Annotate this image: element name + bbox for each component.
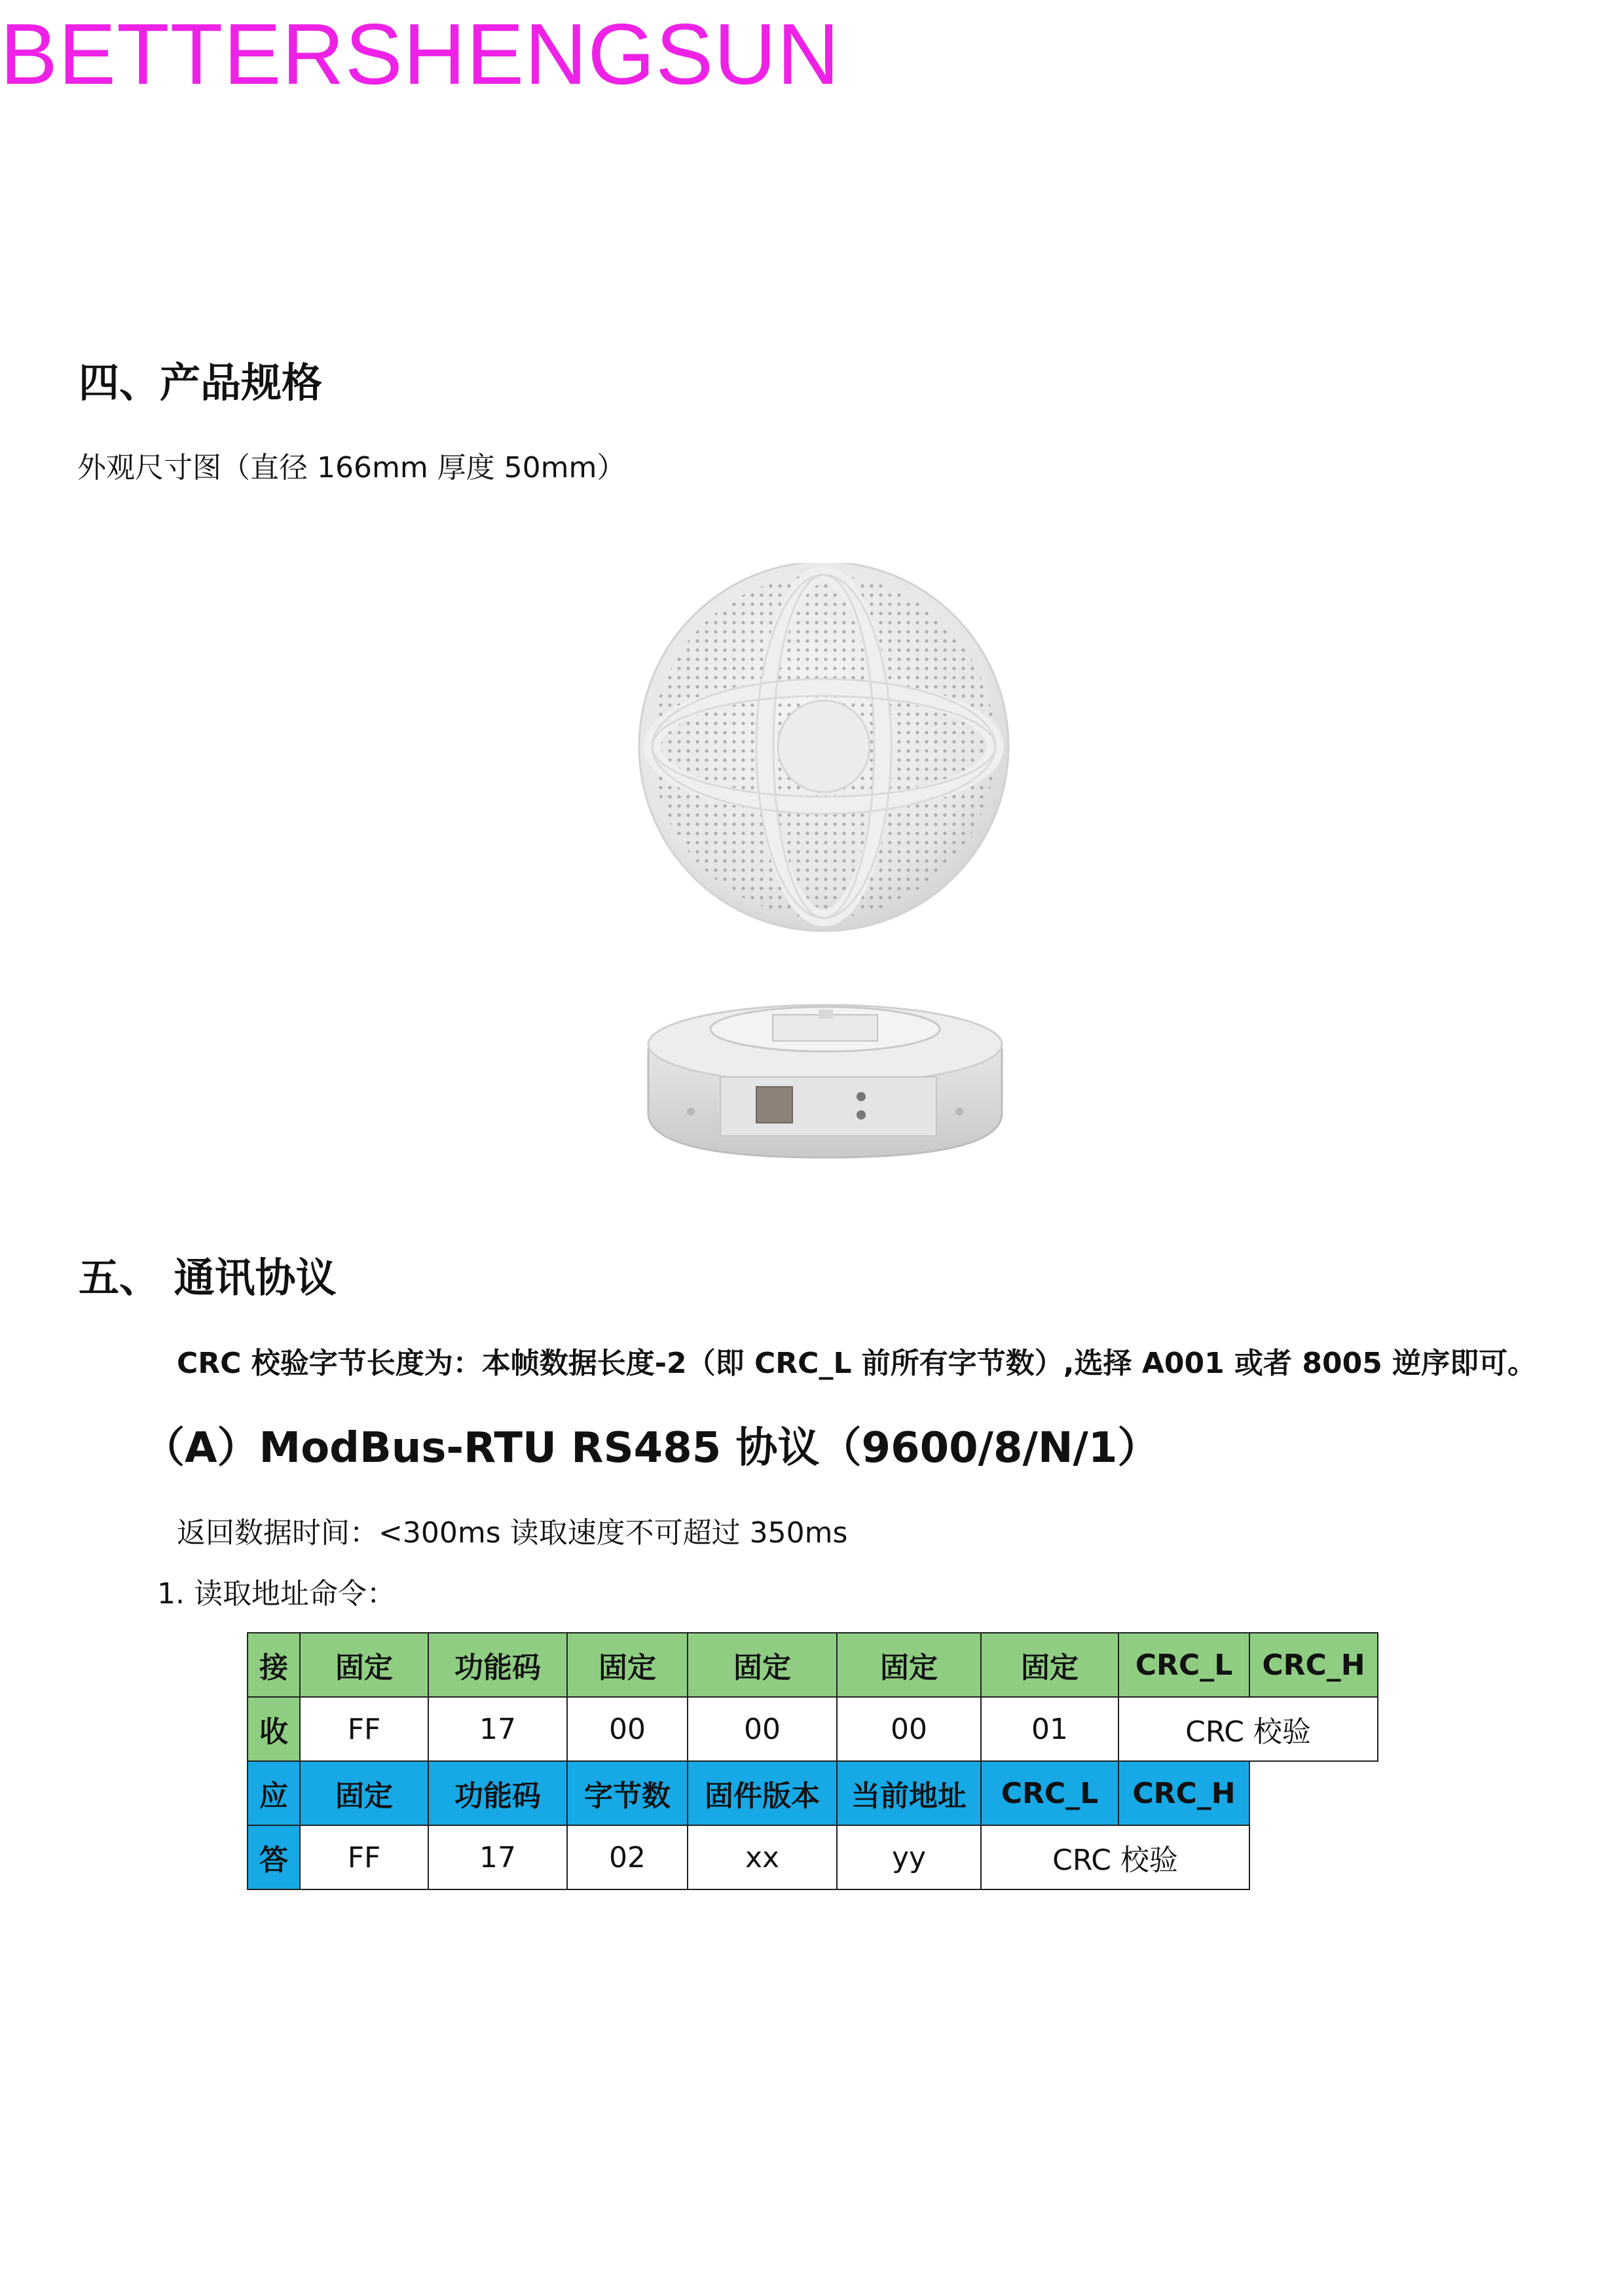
reply-side-1: 应 [248, 1761, 300, 1825]
reply-value-cell: 17 [428, 1825, 567, 1889]
receive-header-cell: 固定 [981, 1633, 1118, 1697]
protocol-table [247, 1632, 1378, 1890]
reply-value-cell: 02 [567, 1825, 688, 1889]
reply-header-cell: 功能码 [428, 1761, 567, 1825]
receive-side-1: 接 [248, 1633, 300, 1697]
receive-crc-cell: CRC 校验 [1118, 1697, 1378, 1761]
crc-note: CRC 校验字节长度为：本帧数据长度-2（即 CRC_L 前所有字节数）,选择 A001 或者 8005 逆序即可。 [177, 1347, 1537, 1380]
reply-header-cell: CRC_H [1118, 1761, 1249, 1825]
reply-side-2: 答 [248, 1825, 300, 1889]
section-5-title: 五、 通讯协议 [79, 1254, 337, 1302]
reply-header-cell: 字节数 [567, 1761, 688, 1825]
reply-header-cell: 固件版本 [688, 1761, 837, 1825]
receive-header-row [248, 1633, 1378, 1697]
receive-value-cell: FF [300, 1697, 428, 1761]
receive-value-cell: 17 [428, 1697, 567, 1761]
reply-header-cell: 固定 [300, 1761, 428, 1825]
reply-value-row [248, 1825, 1378, 1889]
receive-value-cell: 01 [981, 1697, 1118, 1761]
reply-value-cell: FF [300, 1825, 428, 1889]
reply-value-cell: yy [837, 1825, 981, 1889]
protocol-title: （A）ModBus-RTU RS485 协议（9600/8/N/1） [143, 1424, 1160, 1472]
brand-title: BETTERSHENGSUN [0, 6, 840, 102]
reply-crc-cell: CRC 校验 [981, 1825, 1249, 1889]
receive-value-cell: 00 [567, 1697, 688, 1761]
receive-header-cell: 功能码 [428, 1633, 567, 1697]
reply-value-cell: xx [688, 1825, 837, 1889]
receive-value-row [248, 1697, 1378, 1761]
receive-value-cell: 00 [688, 1697, 837, 1761]
receive-header-cell: CRC_L [1118, 1633, 1249, 1697]
receive-header-cell: 固定 [300, 1633, 428, 1697]
reply-header-cell: 当前地址 [837, 1761, 981, 1825]
receive-header-cell: 固定 [567, 1633, 688, 1697]
dimension-caption: 外观尺寸图（直径 166mm 厚度 50mm） [77, 451, 626, 484]
receive-header-cell: CRC_H [1249, 1633, 1378, 1697]
receive-header-cell: 固定 [837, 1633, 981, 1697]
empty-cell [1249, 1825, 1378, 1889]
step-1-label: 1. 读取地址命令： [157, 1577, 396, 1611]
empty-cell [1249, 1761, 1378, 1825]
receive-side-2: 收 [248, 1697, 300, 1761]
section-4-title: 四、产品规格 [79, 359, 323, 407]
receive-header-cell: 固定 [688, 1633, 837, 1697]
reply-header-row [248, 1761, 1378, 1825]
product-photo [629, 563, 1035, 1192]
reply-header-cell: CRC_L [981, 1761, 1118, 1825]
timing-note: 返回数据时间：<300ms 读取速度不可超过 350ms [177, 1516, 848, 1550]
receive-value-cell: 00 [837, 1697, 981, 1761]
